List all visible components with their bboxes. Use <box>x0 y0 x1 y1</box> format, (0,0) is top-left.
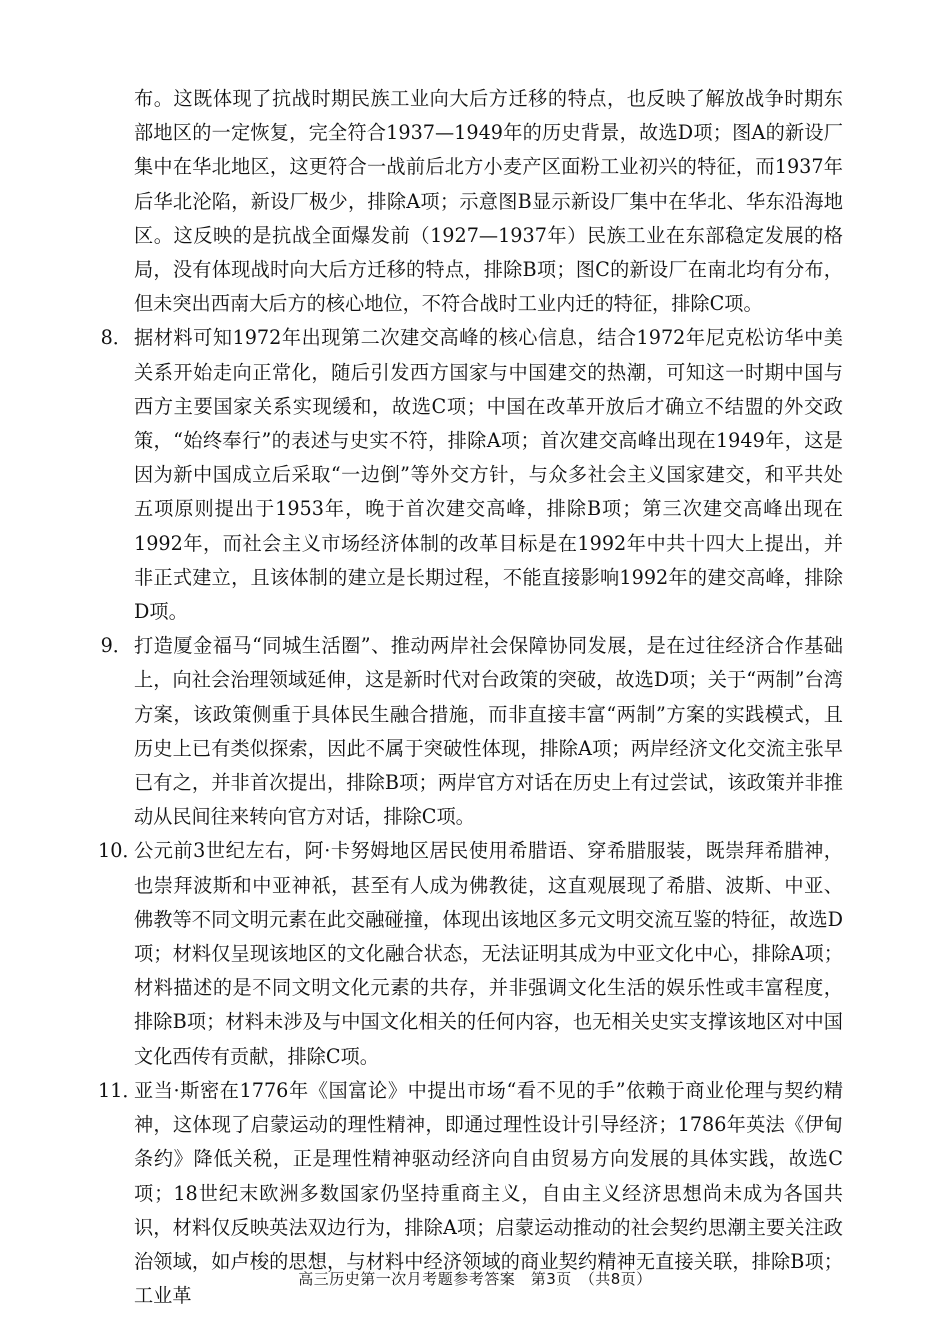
item-text: 公元前3世纪左右，阿·卡努姆地区居民使用希腊语、穿希腊服装，既崇拜希腊神，也崇拜波斯和中亚神祇，甚至有人成为佛教徒，这直观展现了希腊、波斯、中亚、佛教等不同文明元素在此交融碰撞，体现出该地区多元文明交流互鉴的特征，故选D项；材料仅呈现该地区的文化融合状态，无法证明其成为中亚文化中心，排除A项；材料描述的是不同文明文化元素的共存，并非强调文化生活的娱乐性或丰富程度，排除B项；材料未涉及与中国文化相关的任何内容，也无相关史实支撑该地区对中国文化西传有贡献，排除C项。 <box>134 839 843 1068</box>
continuation-paragraph: 布。这既体现了抗战时期民族工业向大后方迁移的特点，也反映了解放战争时期东部地区的一定恢复，完全符合1937—1949年的历史背景，故选D项；图A的新设厂集中在华北地区，这更符合一战前后北方小麦产区面粉工业初兴的特征，而1937年后华北沦陷，新设厂极少，排除A项；示意图B显示新设厂集中在华北、华东沿海地区。这反映的是抗战全面爆发前（1927—1937年）民族工业在东部稳定发展的格局，没有体现战时向大后方迁移的特点，排除B项；图C的新设厂在南北均有分布，但未突出西南大后方的核心地位，不符合战时工业内迁的特征，排除C项。 <box>134 87 843 316</box>
page-footer: 高三历史第一次月考题参考答案 第3页 （共8页） <box>298 1270 652 1288</box>
item-text: 据材料可知1972年出现第二次建交高峰的核心信息，结合1972年尼克松访华中美关系开始走向正常化，随后引发西方国家与中国建交的热潮，可知这一时期中国与西方主要国家关系实现缓和，故选C项；中国在改革开放后才确立不结盟的外交政策，“始终奉行”的表述与史实不符，排除A项；首次建交高峰出现在1949年，这是因为新中国成立后采取“一边倒”等外交方针，与众多社会主义国家建交，和平共处五项原则提出于1953年，晚于首次建交高峰，排除B项；第三次建交高峰出现在1992年，而社会主义市场经济体制的改革目标是在1992年中共十四大上提出，并非正式建立，且该体制的建立是长期过程，不能直接影响1992年的建交高峰，排除D项。 <box>134 326 843 624</box>
item-number: 9． <box>100 634 132 658</box>
answer-item-8 <box>98 321 843 629</box>
item-number: 8． <box>100 326 132 350</box>
answer-content <box>98 82 843 1313</box>
item-text: 亚当·斯密在1776年《国富论》中提出市场“看不见的手”依赖于商业伦理与契约精神，这体现了启蒙运动的理性精神，即通过理性设计引导经济；1786年英法《伊甸条约》降低关税，正是理性精神驱动经济向自由贸易方向发展的具体实践，故选C项；18世纪末欧洲多数国家仍坚持重商主义，自由主义经济思想尚未成为各国共识，材料仅反映英法双边行为，排除A项；启蒙运动推动的社会契约思潮主要关注政治领域，如卢梭的思想，与材料中经济领域的商业契约精神无直接关联，排除B项；工业革 <box>134 1078 843 1308</box>
item-text: 打造厦金福马“同城生活圈”、推动两岸社会保障协同发展，是在过往经济合作基础上，向社会治理领域延伸，这是新时代对台政策的突破，故选D项；关于“两制”台湾方案，该政策侧重于具体民生融合措施，而非直接丰富“两制”方案的实践模式，且历史上已有类似探索，因此不属于突破性体现，排除A项；两岸经济文化交流主张早已有之，并非首次提出，排除B项；两岸官方对话在历史上有过尝试，该政策并非推动从民间往来转向官方对话，排除C项。 <box>134 634 843 829</box>
answer-item-10 <box>98 834 843 1073</box>
item-number: 11． <box>98 1078 142 1102</box>
answer-item-9 <box>98 629 843 834</box>
item-number: 10． <box>98 839 142 863</box>
